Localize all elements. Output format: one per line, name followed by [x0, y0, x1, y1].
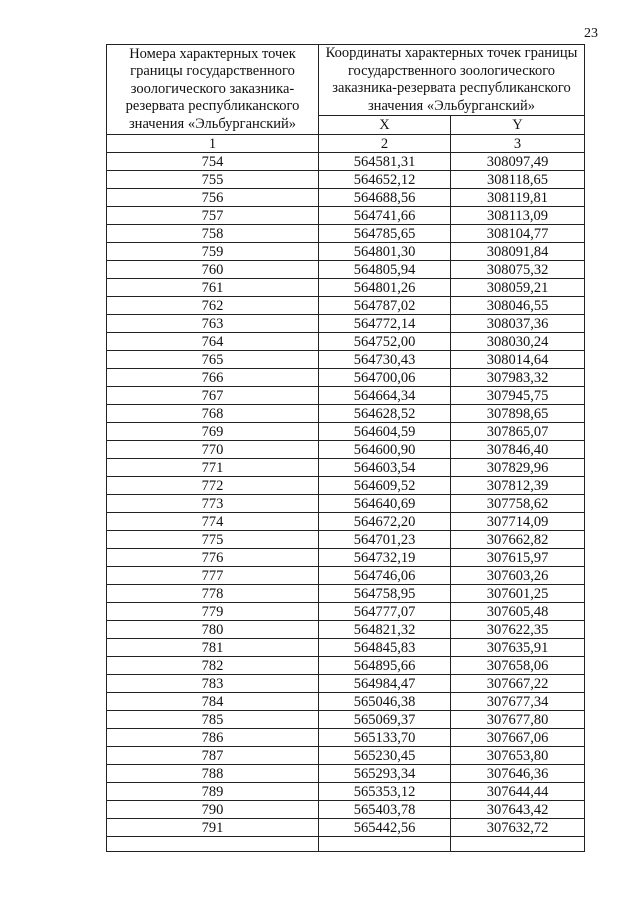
- point-number-cell: 779: [107, 603, 319, 621]
- point-number-cell: 778: [107, 585, 319, 603]
- point-number-cell: 765: [107, 351, 319, 369]
- point-number-cell: 754: [107, 153, 319, 171]
- x-coordinate-cell: 564732,19: [319, 549, 451, 567]
- y-coordinate-cell: 307714,09: [451, 513, 585, 531]
- table-row: [107, 531, 585, 549]
- point-number-cell: 784: [107, 693, 319, 711]
- table-row: [107, 261, 585, 279]
- table-row: [107, 567, 585, 585]
- coordinates-table: [106, 44, 585, 852]
- point-number-cell: 755: [107, 171, 319, 189]
- x-coordinate-cell: 564777,07: [319, 603, 451, 621]
- point-number-cell: 766: [107, 369, 319, 387]
- x-coordinate-cell: 564600,90: [319, 441, 451, 459]
- y-coordinate-cell: 307758,62: [451, 495, 585, 513]
- y-coordinate-cell: 308030,24: [451, 333, 585, 351]
- y-coordinate-cell: 307622,35: [451, 621, 585, 639]
- table-row: [107, 747, 585, 765]
- x-coordinate-cell: 564700,06: [319, 369, 451, 387]
- y-coordinate-cell: 307658,06: [451, 657, 585, 675]
- x-coordinate-cell: 564672,20: [319, 513, 451, 531]
- point-number-cell: 762: [107, 297, 319, 315]
- y-coordinate-cell: 307653,80: [451, 747, 585, 765]
- table-row: [107, 387, 585, 405]
- table-row: [107, 369, 585, 387]
- table-row: [107, 657, 585, 675]
- y-coordinate-cell: 308119,81: [451, 189, 585, 207]
- x-coordinate-cell: 564609,52: [319, 477, 451, 495]
- x-coordinate-cell: 564785,65: [319, 225, 451, 243]
- table-row: [107, 783, 585, 801]
- y-coordinate-cell: 307601,25: [451, 585, 585, 603]
- y-coordinate-cell: 307677,80: [451, 711, 585, 729]
- table-body: [107, 153, 585, 837]
- point-number-cell: 780: [107, 621, 319, 639]
- x-coordinate-cell: 564746,06: [319, 567, 451, 585]
- point-number-cell: 791: [107, 819, 319, 837]
- x-coordinate-cell: 564801,26: [319, 279, 451, 297]
- y-coordinate-cell: 307667,22: [451, 675, 585, 693]
- x-coordinate-cell: 564895,66: [319, 657, 451, 675]
- header-y: Y: [451, 116, 585, 135]
- column-index-3: 3: [451, 135, 585, 153]
- point-number-cell: 771: [107, 459, 319, 477]
- column-index-2: 2: [319, 135, 451, 153]
- y-coordinate-cell: 307632,72: [451, 819, 585, 837]
- point-number-cell: 782: [107, 657, 319, 675]
- x-coordinate-cell: 564845,83: [319, 639, 451, 657]
- table-row: [107, 207, 585, 225]
- x-coordinate-cell: 564741,66: [319, 207, 451, 225]
- x-coordinate-cell: 564772,14: [319, 315, 451, 333]
- x-coordinate-cell: 564805,94: [319, 261, 451, 279]
- point-number-cell: 763: [107, 315, 319, 333]
- table-row: [107, 315, 585, 333]
- y-coordinate-cell: 307615,97: [451, 549, 585, 567]
- column-index-row: [107, 135, 585, 153]
- point-number-cell: 767: [107, 387, 319, 405]
- x-coordinate-cell: 565293,34: [319, 765, 451, 783]
- header-coordinates: Координаты характерных точек границы государственного зоологического заказника-резервата республиканского значения «Эльбурганский»: [319, 45, 585, 116]
- point-number-cell: 768: [107, 405, 319, 423]
- table-row: [107, 243, 585, 261]
- point-number-cell: 790: [107, 801, 319, 819]
- y-coordinate-cell: 308097,49: [451, 153, 585, 171]
- point-number-cell: 777: [107, 567, 319, 585]
- x-coordinate-cell: 564821,32: [319, 621, 451, 639]
- x-coordinate-cell: 564730,43: [319, 351, 451, 369]
- y-coordinate-cell: 307646,36: [451, 765, 585, 783]
- table-row: [107, 189, 585, 207]
- header-points: Номера характерных точек границы государственного зоологического заказника-резервата республиканского значения «Эльбурганский»: [107, 45, 319, 135]
- table-header: [107, 45, 585, 153]
- table-row: [107, 711, 585, 729]
- table-padding-row: [107, 837, 585, 852]
- y-coordinate-cell: 307677,34: [451, 693, 585, 711]
- table-row: [107, 405, 585, 423]
- point-number-cell: 787: [107, 747, 319, 765]
- table-row: [107, 693, 585, 711]
- x-coordinate-cell: 564628,52: [319, 405, 451, 423]
- table-row: [107, 297, 585, 315]
- table-row: [107, 603, 585, 621]
- point-number-cell: 758: [107, 225, 319, 243]
- table-row: [107, 801, 585, 819]
- y-coordinate-cell: 308075,32: [451, 261, 585, 279]
- y-coordinate-cell: 307667,06: [451, 729, 585, 747]
- x-coordinate-cell: 564640,69: [319, 495, 451, 513]
- table-row: [107, 441, 585, 459]
- x-coordinate-cell: 564664,34: [319, 387, 451, 405]
- y-coordinate-cell: 307812,39: [451, 477, 585, 495]
- y-coordinate-cell: 307829,96: [451, 459, 585, 477]
- x-coordinate-cell: 565442,56: [319, 819, 451, 837]
- table-row: [107, 513, 585, 531]
- x-coordinate-cell: 565403,78: [319, 801, 451, 819]
- padding-cell: [319, 837, 451, 852]
- x-coordinate-cell: 564752,00: [319, 333, 451, 351]
- y-coordinate-cell: 307644,44: [451, 783, 585, 801]
- y-coordinate-cell: 308037,36: [451, 315, 585, 333]
- point-number-cell: 764: [107, 333, 319, 351]
- table-row: [107, 459, 585, 477]
- point-number-cell: 759: [107, 243, 319, 261]
- table-row: [107, 477, 585, 495]
- padding-cell: [451, 837, 585, 852]
- point-number-cell: 770: [107, 441, 319, 459]
- table-row: [107, 765, 585, 783]
- x-coordinate-cell: 564801,30: [319, 243, 451, 261]
- table-row: [107, 639, 585, 657]
- x-coordinate-cell: 565046,38: [319, 693, 451, 711]
- y-coordinate-cell: 307865,07: [451, 423, 585, 441]
- padding-cell: [107, 837, 319, 852]
- x-coordinate-cell: 564581,31: [319, 153, 451, 171]
- table-row: [107, 153, 585, 171]
- table-row: [107, 351, 585, 369]
- table-row: [107, 279, 585, 297]
- table-row: [107, 675, 585, 693]
- x-coordinate-cell: 564984,47: [319, 675, 451, 693]
- table-row: [107, 333, 585, 351]
- x-coordinate-cell: 564688,56: [319, 189, 451, 207]
- x-coordinate-cell: 564652,12: [319, 171, 451, 189]
- x-coordinate-cell: 565069,37: [319, 711, 451, 729]
- x-coordinate-cell: 564787,02: [319, 297, 451, 315]
- x-coordinate-cell: 565133,70: [319, 729, 451, 747]
- y-coordinate-cell: 307945,75: [451, 387, 585, 405]
- point-number-cell: 761: [107, 279, 319, 297]
- x-coordinate-cell: 564603,54: [319, 459, 451, 477]
- y-coordinate-cell: 307605,48: [451, 603, 585, 621]
- table-row: [107, 585, 585, 603]
- table-row: [107, 423, 585, 441]
- y-coordinate-cell: 308046,55: [451, 297, 585, 315]
- x-coordinate-cell: 565353,12: [319, 783, 451, 801]
- point-number-cell: 789: [107, 783, 319, 801]
- table-row: [107, 621, 585, 639]
- header-x: X: [319, 116, 451, 135]
- point-number-cell: 785: [107, 711, 319, 729]
- point-number-cell: 786: [107, 729, 319, 747]
- y-coordinate-cell: 308104,77: [451, 225, 585, 243]
- table-row: [107, 549, 585, 567]
- point-number-cell: 756: [107, 189, 319, 207]
- x-coordinate-cell: 564758,95: [319, 585, 451, 603]
- point-number-cell: 769: [107, 423, 319, 441]
- y-coordinate-cell: 307635,91: [451, 639, 585, 657]
- point-number-cell: 774: [107, 513, 319, 531]
- y-coordinate-cell: 307846,40: [451, 441, 585, 459]
- x-coordinate-cell: 565230,45: [319, 747, 451, 765]
- point-number-cell: 757: [107, 207, 319, 225]
- y-coordinate-cell: 308118,65: [451, 171, 585, 189]
- y-coordinate-cell: 307983,32: [451, 369, 585, 387]
- table-row: [107, 729, 585, 747]
- y-coordinate-cell: 308091,84: [451, 243, 585, 261]
- point-number-cell: 760: [107, 261, 319, 279]
- x-coordinate-cell: 564604,59: [319, 423, 451, 441]
- column-index-1: 1: [107, 135, 319, 153]
- y-coordinate-cell: 308014,64: [451, 351, 585, 369]
- point-number-cell: 776: [107, 549, 319, 567]
- y-coordinate-cell: 307603,26: [451, 567, 585, 585]
- point-number-cell: 788: [107, 765, 319, 783]
- y-coordinate-cell: 308113,09: [451, 207, 585, 225]
- table-row: [107, 171, 585, 189]
- x-coordinate-cell: 564701,23: [319, 531, 451, 549]
- y-coordinate-cell: 307662,82: [451, 531, 585, 549]
- y-coordinate-cell: 307898,65: [451, 405, 585, 423]
- point-number-cell: 772: [107, 477, 319, 495]
- table-row: [107, 819, 585, 837]
- y-coordinate-cell: 307643,42: [451, 801, 585, 819]
- point-number-cell: 781: [107, 639, 319, 657]
- y-coordinate-cell: 308059,21: [451, 279, 585, 297]
- point-number-cell: 773: [107, 495, 319, 513]
- page-number: 23: [584, 26, 598, 41]
- point-number-cell: 783: [107, 675, 319, 693]
- table-row: [107, 225, 585, 243]
- point-number-cell: 775: [107, 531, 319, 549]
- table-row: [107, 495, 585, 513]
